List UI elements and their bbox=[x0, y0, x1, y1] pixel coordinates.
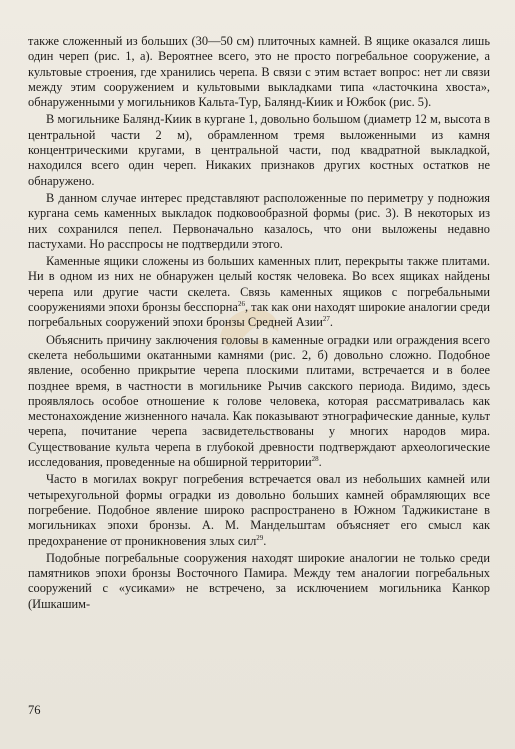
paragraph-6-text: Часто в могилах вокруг погребения встречается овал из небольших камней или четырехугольной формы оградки из довольно больших камней обрамляющих все погребение. Подобное явление широко распространено в Южном Таджикистане в могильниках эпохи бронзы. А. М. Мандельштам объясняет его смысл как предохранение от проникновения злых сил bbox=[28, 472, 490, 548]
footnote-ref-26[interactable]: 26 bbox=[237, 299, 245, 308]
paragraph-1 bbox=[28, 34, 490, 110]
paragraph-7 bbox=[28, 551, 490, 612]
paragraph-4 bbox=[28, 254, 490, 330]
paragraph-3-text: В данном случае интерес представляют расположенные по периметру у подножия кургана семь каменных выкладок подковообразной формы (рис. 3). В некоторых из них сохранился пепел. Первоначально казалось, что они выложены недавно пастухами. Но расспросы не подтвердили этого. bbox=[28, 190, 490, 251]
paragraph-5-text-end: . bbox=[318, 455, 322, 470]
footnote-ref-28[interactable]: 28 bbox=[311, 454, 319, 463]
paragraph-2 bbox=[28, 112, 490, 188]
main-text bbox=[28, 34, 490, 614]
paragraph-7-text: Подобные погребальные сооружения находят широкие аналогии не только среди памятников эпохи бронзы Восточного Памира. Между тем аналогии погребальных сооружений с «усиками» не встречено, за исключением могильника Канкор (Ишкашим- bbox=[28, 550, 490, 611]
paragraph-4-text-end: . bbox=[329, 315, 334, 330]
paragraph-5-text: Объяснить причину заключения головы в каменные оградки или ограждения всего скелета небольшими окатанными камнями (рис. 2, б) довольно сложно. Подобное явление, особенно прикрытие черепа плоскими плитами, встречается и в более позднее время, в частности в могильнике Рычив сакского периода. Видимо, здесь проявлялось особое отношение к голове человека, которая рассматривалась как местонахождение жизненного начала. Как показывают этнографические данные, культ черепа, почитание черепа засвидетельствованы у многих народов мира. Существование культа черепа в глубокой древности подтверждают археологические исследования, проведенные на обширной территории bbox=[28, 332, 490, 470]
paragraph-6 bbox=[28, 472, 490, 548]
paragraph-1-text: также сложенный из больших (30—50 см) плиточных камней. В ящике оказался лишь один череп (рис. 1, а). Вероятнее всего, это не просто погребальное сооружение, а культовые строения, где хранились черепа. В связи с этим встает вопрос: нет ли связи между этим сооружением и культовыми выкладками типа «ласточкина хвоста», обнаруженными у могильников Кальта-Тур, Балянд-Киик и Южбок (рис. 5). bbox=[28, 34, 490, 110]
paragraph-6-text-end: . bbox=[263, 533, 267, 548]
paragraph-3 bbox=[28, 191, 490, 252]
footnote-ref-29[interactable]: 29 bbox=[256, 533, 264, 542]
page-number: 76 bbox=[28, 703, 41, 717]
footnote-ref-27[interactable]: 27 bbox=[322, 315, 330, 324]
paragraph-4-text-cont: , так как они находят широкие аналогии среди погребальных сооружений эпохи бронзы Средней Азии bbox=[28, 300, 490, 330]
paragraph-5 bbox=[28, 333, 490, 471]
paragraph-4-text: Каменные ящики сложены из больших каменных плит, перекрыты также плитами. Ни в одном из них не обнаружен целый костяк человека. Во всех ящиках найдены черепа или другие части скелета. Связь каменных ящиков с погребальными сооружениями эпохи бронзы бесспорна bbox=[28, 254, 490, 315]
paragraph-2-text: В могильнике Балянд-Киик в кургане 1, довольно большом (диаметр 12 м, высота в центральной части 2 м), обрамленном тремя выложенными из камня концентрическими кругами, в центральной части, под квадратной выкладкой, находился всего один череп. Никаких признаков других костных остатков не обнаружено. bbox=[28, 112, 490, 188]
